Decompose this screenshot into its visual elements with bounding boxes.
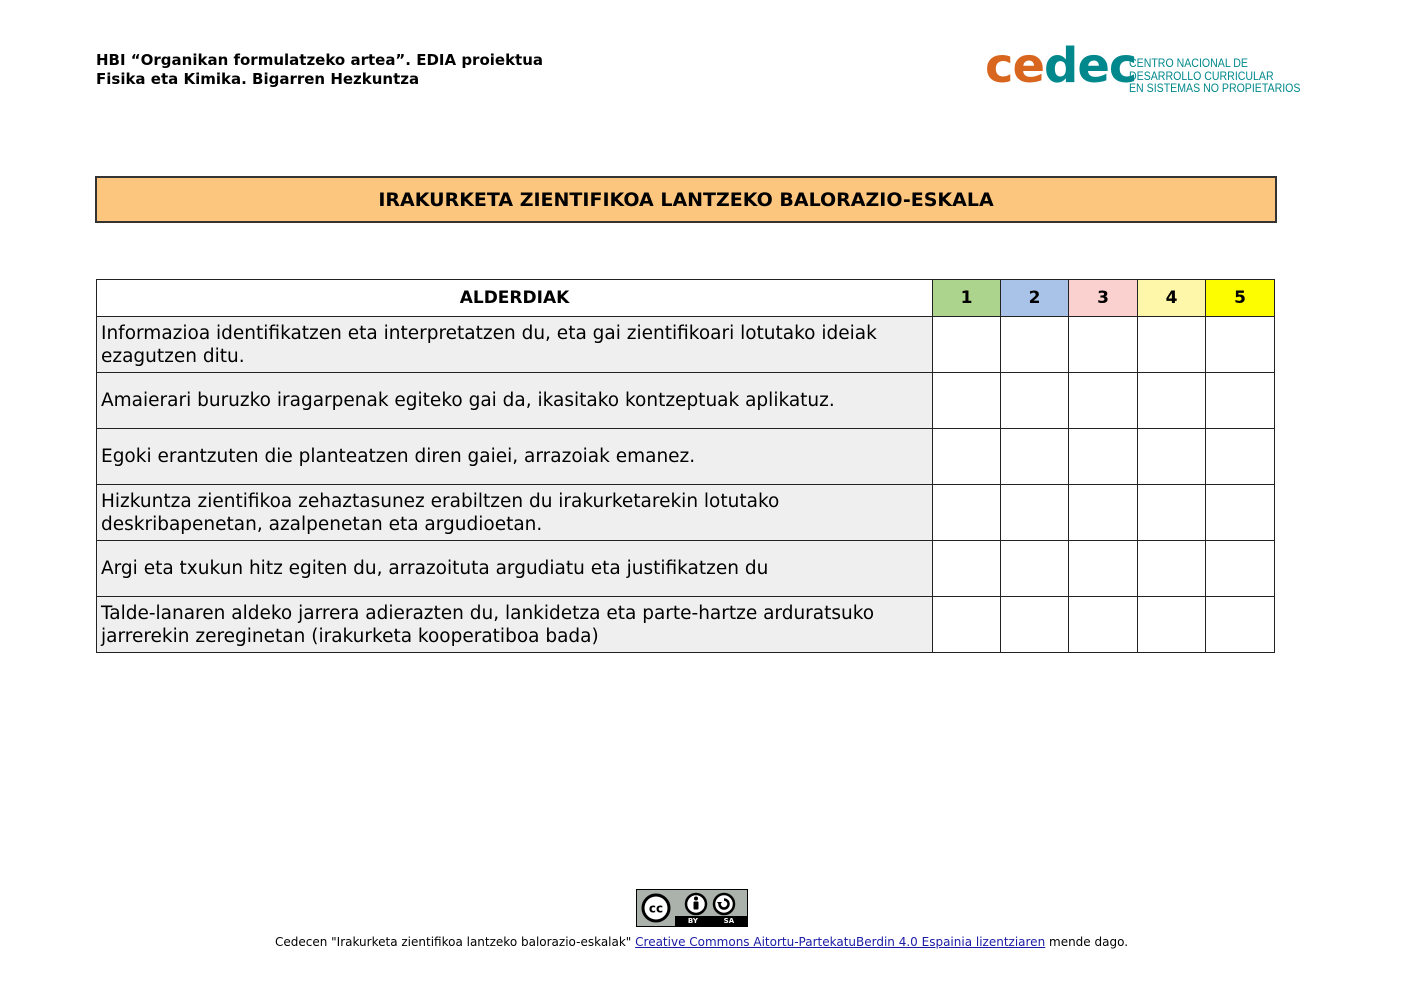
criterion-text: Argi eta txukun hitz egiten du, arrazoituta argudiatu eta justifikatzen du [97,541,933,597]
logo-sub-1: CENTRO NACIONAL DE [1129,58,1248,70]
license-link[interactable]: Creative Commons Aitortu-PartekatuBerdin 4.0 Espainia lizentziaren [635,935,1046,949]
criterion-text: Amaierari buruzko iragarpenak egiteko gai da, ikasitako kontzeptuak aplikatuz. [97,373,933,429]
table-row [97,317,1275,373]
cc-badge-right [675,890,747,916]
cc-badge-left [637,890,675,925]
score-cell-4[interactable] [1138,597,1206,653]
criterion-text: Hizkuntza zientifikoa zehaztasunez erabiltzen du irakurketarekin lotutako deskribapenetan, azalpenetan eta argudioetan. [97,485,933,541]
table-row [97,373,1275,429]
logo-word-part2: dec [1044,38,1137,94]
score-cell-2[interactable] [1001,541,1069,597]
score-cell-2[interactable] [1001,485,1069,541]
header-alderdiak: ALDERDIAK [97,280,933,317]
score-cell-1[interactable] [933,597,1001,653]
score-cell-4[interactable] [1138,541,1206,597]
cc-by-sa-badge[interactable] [636,889,748,927]
score-cell-2[interactable] [1001,373,1069,429]
logo-wordmark [985,38,1136,94]
score-cell-3[interactable] [1069,597,1138,653]
table-row [97,541,1275,597]
badge-by-label: BY [687,917,698,925]
score-header-5: 5 [1206,280,1275,317]
score-cell-3[interactable] [1069,373,1138,429]
table-row [97,597,1275,653]
sa-share-icon [714,894,734,914]
criterion-text: Informazioa identifikatzen eta interpretatzen du, eta gai zientifikoari lotutako ideiak ezagutzen ditu. [97,317,933,373]
logo-subtitle [1129,58,1300,96]
score-cell-5[interactable] [1206,485,1275,541]
score-cell-2[interactable] [1001,429,1069,485]
score-cell-4[interactable] [1138,429,1206,485]
license-prefix: Cedecen "Irakurketa zientifikoa lantzeko balorazio-eskalak" [274,935,636,949]
logo-word-part1: ce [985,38,1045,94]
score-header-1: 1 [933,280,1001,317]
score-cell-2[interactable] [1001,317,1069,373]
table-row [97,429,1275,485]
score-cell-3[interactable] [1069,317,1138,373]
license-footer [0,935,1403,949]
header-line-2: Fisika eta Kimika. Bigarren Hezkuntza [96,70,420,88]
score-cell-5[interactable] [1206,317,1275,373]
table-row [97,485,1275,541]
score-cell-3[interactable] [1069,485,1138,541]
rubric-header-row [97,280,1275,317]
by-person-icon [686,894,706,914]
cc-icon [637,890,675,925]
score-cell-4[interactable] [1138,485,1206,541]
score-cell-2[interactable] [1001,597,1069,653]
cc-badge-icons [675,890,747,916]
cc-badge-labels [675,916,747,926]
score-cell-3[interactable] [1069,541,1138,597]
rubric-title [95,176,1277,223]
score-cell-5[interactable] [1206,541,1275,597]
score-cell-1[interactable] [933,317,1001,373]
badge-sa-label: SA [723,917,735,925]
score-header-3: 3 [1069,280,1138,317]
rubric-table [96,279,1275,653]
logo-sub-2: DESARROLLO CURRICULAR [1129,70,1274,83]
license-suffix: mende dago. [1045,935,1129,949]
score-cell-1[interactable] [933,541,1001,597]
score-cell-3[interactable] [1069,429,1138,485]
score-cell-1[interactable] [933,373,1001,429]
score-header-4: 4 [1138,280,1206,317]
score-cell-1[interactable] [933,429,1001,485]
criterion-text: Egoki erantzuten die planteatzen diren gaiei, arrazoiak emanez. [97,429,933,485]
score-header-2: 2 [1001,280,1069,317]
score-cell-4[interactable] [1138,317,1206,373]
cc-icon-text: cc [648,901,664,916]
header-line-1: HBI “Organikan formulatzeko artea”. EDIA proiektua [96,51,544,69]
criterion-text: Talde-lanaren aldeko jarrera adierazten du, lankidetza eta parte-hartze arduratsuko jarrerekin zereginetan (irakurketa kooperatiboa bada) [97,597,933,653]
score-cell-5[interactable] [1206,597,1275,653]
rubric-title-text: IRAKURKETA ZIENTIFIKOA LANTZEKO BALORAZIO-ESKALA [378,188,994,211]
score-cell-1[interactable] [933,485,1001,541]
score-cell-4[interactable] [1138,373,1206,429]
logo-sub-3: EN SISTEMAS NO PROPIETARIOS [1129,83,1301,95]
score-cell-5[interactable] [1206,429,1275,485]
document-header [96,51,543,89]
score-cell-5[interactable] [1206,373,1275,429]
